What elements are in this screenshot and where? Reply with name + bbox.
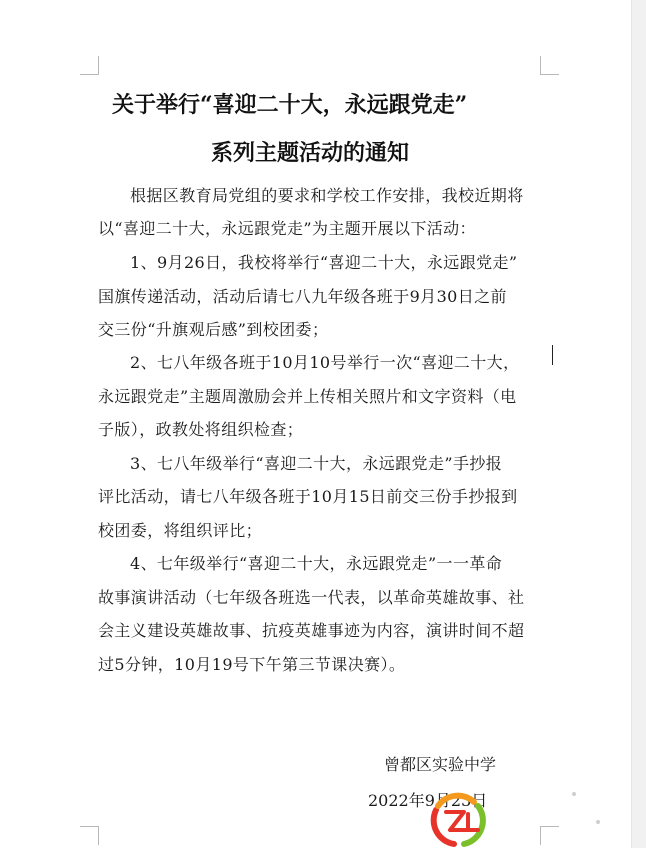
body-line: 根据区教育局党组的要求和学校工作安排，我校近期将 [130, 186, 524, 205]
margin-corner-top-left [80, 56, 99, 75]
signature-school: 曾都区实验中学 [384, 755, 497, 774]
scan-dot [572, 792, 576, 796]
body-line: 交三份“升旗观后感”到校团委； [98, 320, 329, 339]
scan-dot [596, 820, 600, 824]
body-line: 会主义建设英雄故事、抗疫英雄事迹为内容，演讲时间不超 [98, 621, 525, 640]
body-line: 2、七八年级各班于10月10号举行一次“喜迎二十大， [130, 353, 520, 372]
margin-corner-bottom-left [80, 826, 99, 845]
body-line: 校团委，将组织评比； [98, 521, 263, 540]
body-line: 故事演讲活动（七年级各班选一代表，以革命英雄故事、社 [98, 588, 525, 607]
signature-date: 2022年9月23日 [368, 791, 488, 810]
body-line: 子版），政教处将组织检查； [98, 420, 304, 439]
window-edge-shade [631, 0, 646, 848]
margin-corner-top-right [540, 56, 559, 75]
notice-title-line-2: 系列主题活动的通知 [210, 140, 409, 166]
notice-title-line-1: 关于举行“喜迎二十大，永远跟党走” [112, 92, 468, 118]
text-cursor [552, 345, 553, 365]
body-line: 4、七年级举行“喜迎二十大，永远跟党走”一一革命 [130, 554, 503, 573]
body-line: 永远跟党走”主题周激励会并上传相关照片和文字资料（电 [98, 387, 517, 406]
body-line: 以“喜迎二十大，永远跟党走”为主题开展以下活动： [98, 219, 476, 238]
zl-watermark-logo-icon [424, 790, 496, 848]
body-line: 国旗传递活动，活动后请七八九年级各班于9月30日之前 [98, 287, 507, 306]
body-line: 过5分钟，10月19号下午第三节课决赛）。 [98, 655, 406, 674]
body-line: 3、七八年级举行“喜迎二十大，永远跟党走”手抄报 [130, 454, 503, 473]
body-line: 1、9月26日，我校将举行“喜迎二十大，永远跟党走” [130, 253, 518, 272]
body-line: 评比活动，请七八年级各班于10月15日前交三份手抄报到 [98, 487, 518, 506]
margin-corner-bottom-right [540, 826, 559, 845]
